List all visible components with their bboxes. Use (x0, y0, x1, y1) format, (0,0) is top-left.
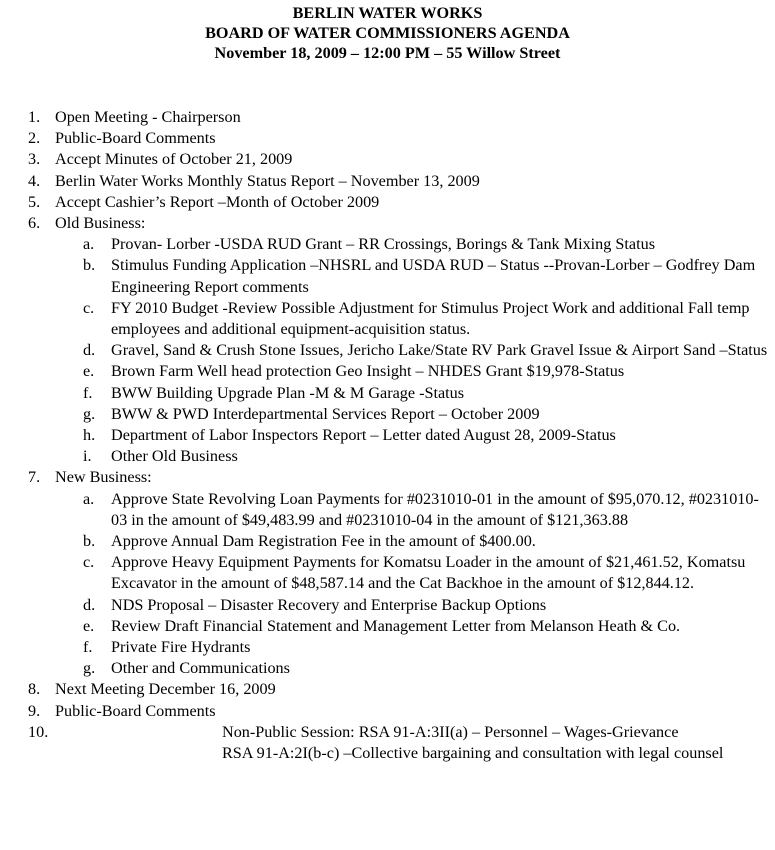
agenda-item-8 (0, 679, 775, 700)
item-letter: d. (83, 595, 96, 614)
item-number: 1. (28, 108, 41, 126)
item-letter: f. (83, 638, 93, 657)
old-business-item-g (0, 404, 775, 425)
item-text: Provan- Lorber -USDA RUD Grant – RR Crossings, Borings & Tank Mixing Status (111, 235, 655, 254)
non-public-session (0, 722, 775, 764)
new-business-item-b (0, 531, 775, 552)
item-text: Accept Minutes of October 21, 2009 (55, 150, 293, 169)
agenda-item-9 (0, 701, 775, 722)
item-text: Approve Heavy Equipment Payments for Komatsu Loader in the amount of $21,461.52, Komatsu Excavator in the amount of $48,587.14 and the Cat Backhoe in the amount of $12,844.12. (111, 553, 746, 593)
item-letter: b. (83, 532, 96, 551)
item-text: BWW & PWD Interdepartmental Services Report – October 2009 (111, 404, 540, 423)
old-business-item-e (0, 361, 775, 382)
item-text: NDS Proposal – Disaster Recovery and Enterprise Backup Options (111, 595, 547, 614)
item-text: Public-Board Comments (55, 129, 216, 148)
old-business-item-c (0, 298, 775, 340)
item-text: Other and Communications (111, 659, 290, 678)
item-letter: c. (83, 298, 95, 317)
item-number: 7. (28, 468, 41, 487)
old-business-item-b (0, 255, 775, 297)
item-text: Review Draft Financial Statement and Management Letter from Melanson Heath & Co. (111, 616, 681, 635)
new-business-item-a (0, 489, 775, 531)
item-text: Department of Labor Inspectors Report – Letter dated August 28, 2009-Status (111, 426, 616, 445)
item-text: Approve Annual Dam Registration Fee in the amount of $400.00. (111, 532, 536, 551)
item-number: 2. (28, 129, 41, 148)
item-number: 9. (28, 701, 41, 720)
item-text: Public-Board Comments (55, 701, 216, 720)
item-text: New Business: (55, 468, 152, 487)
item-number: 8. (28, 680, 41, 699)
item-text: Berlin Water Works Monthly Status Report – November 13, 2009 (55, 171, 480, 190)
item-letter: a. (83, 235, 95, 254)
agenda-item-10 (0, 722, 775, 764)
collective-bargaining-line: RSA 91-A:2I(b-c) –Collective bargaining and consultation with legal counsel (222, 744, 724, 763)
item-number: 10. (28, 722, 49, 741)
item-text: Next Meeting December 16, 2009 (55, 680, 276, 699)
item-text: Approve State Revolving Loan Payments for #0231010-01 in the amount of $95,070.12, #0231010-03 in the amount of $49,483.99 and #0231010-04 in the amount of $121,363.88 (111, 489, 759, 529)
item-letter: b. (83, 256, 96, 275)
agenda-list (0, 107, 775, 764)
agenda-item-2 (0, 128, 775, 149)
item-text: Brown Farm Well head protection Geo Insight – NHDES Grant $19,978-Status (111, 362, 625, 381)
item-letter: c. (83, 553, 95, 572)
item-letter: e. (83, 616, 95, 635)
old-business-item-h (0, 425, 775, 446)
item-text: Other Old Business (111, 447, 238, 466)
old-business-item-d (0, 340, 775, 361)
item-text: BWW Building Upgrade Plan -M & M Garage -Status (111, 383, 465, 402)
item-number: 4. (28, 171, 41, 190)
item-text: Private Fire Hydrants (111, 638, 251, 657)
item-text: FY 2010 Budget -Review Possible Adjustment for Stimulus Project Work and additional Fall temp employees and additional equipment-acquisition status. (111, 298, 750, 339)
item-number: 5. (28, 192, 41, 211)
item-text: Old Business: (55, 214, 146, 233)
new-business-item-c (0, 552, 775, 594)
item-letter: e. (83, 362, 95, 381)
item-letter: g. (83, 404, 96, 423)
new-business-item-f (0, 637, 775, 658)
agenda-item-1 (0, 107, 775, 128)
item-letter: g. (83, 659, 96, 678)
item-text: Stimulus Funding Application –NHSRL and USDA RUD – Status --Provan-Lorber – Godfrey Dam Engineering Report comments (111, 256, 756, 296)
agenda-item-7 (0, 467, 775, 488)
item-letter: a. (83, 489, 95, 508)
new-business-item-d (0, 595, 775, 616)
new-business-item-e (0, 616, 775, 637)
non-public-session-line: Non-Public Session: RSA 91-A:3II(a) – Personnel – Wages-Grievance (222, 722, 679, 741)
old-business-item-f (0, 383, 775, 404)
new-business-item-g (0, 658, 775, 679)
item-letter: f. (83, 383, 93, 402)
item-text: Accept Cashier’s Report –Month of October 2009 (55, 192, 380, 211)
item-letter: h. (83, 426, 96, 445)
item-text: Open Meeting - Chairperson (55, 108, 241, 126)
item-number: 3. (28, 150, 41, 169)
agenda-item-5 (0, 192, 775, 213)
old-business-item-a (0, 234, 775, 255)
item-number: 6. (28, 214, 41, 233)
item-text: Gravel, Sand & Crush Stone Issues, Jericho Lake/State RV Park Gravel Issue & Airport Sand –Status (111, 341, 768, 360)
old-business-item-i (0, 446, 775, 467)
meeting-date-location: November 18, 2009 – 12:00 PM – 55 Willow Street (214, 44, 561, 62)
organization-title: BERLIN WATER WORKS (292, 4, 483, 22)
item-letter: i. (83, 447, 92, 466)
agenda-item-6 (0, 213, 775, 234)
agenda-item-4 (0, 171, 775, 192)
agenda-title: BOARD OF WATER COMMISSIONERS AGENDA (205, 24, 570, 42)
item-letter: d. (83, 341, 96, 360)
agenda-item-3 (0, 149, 775, 170)
agenda-header (0, 3, 775, 63)
